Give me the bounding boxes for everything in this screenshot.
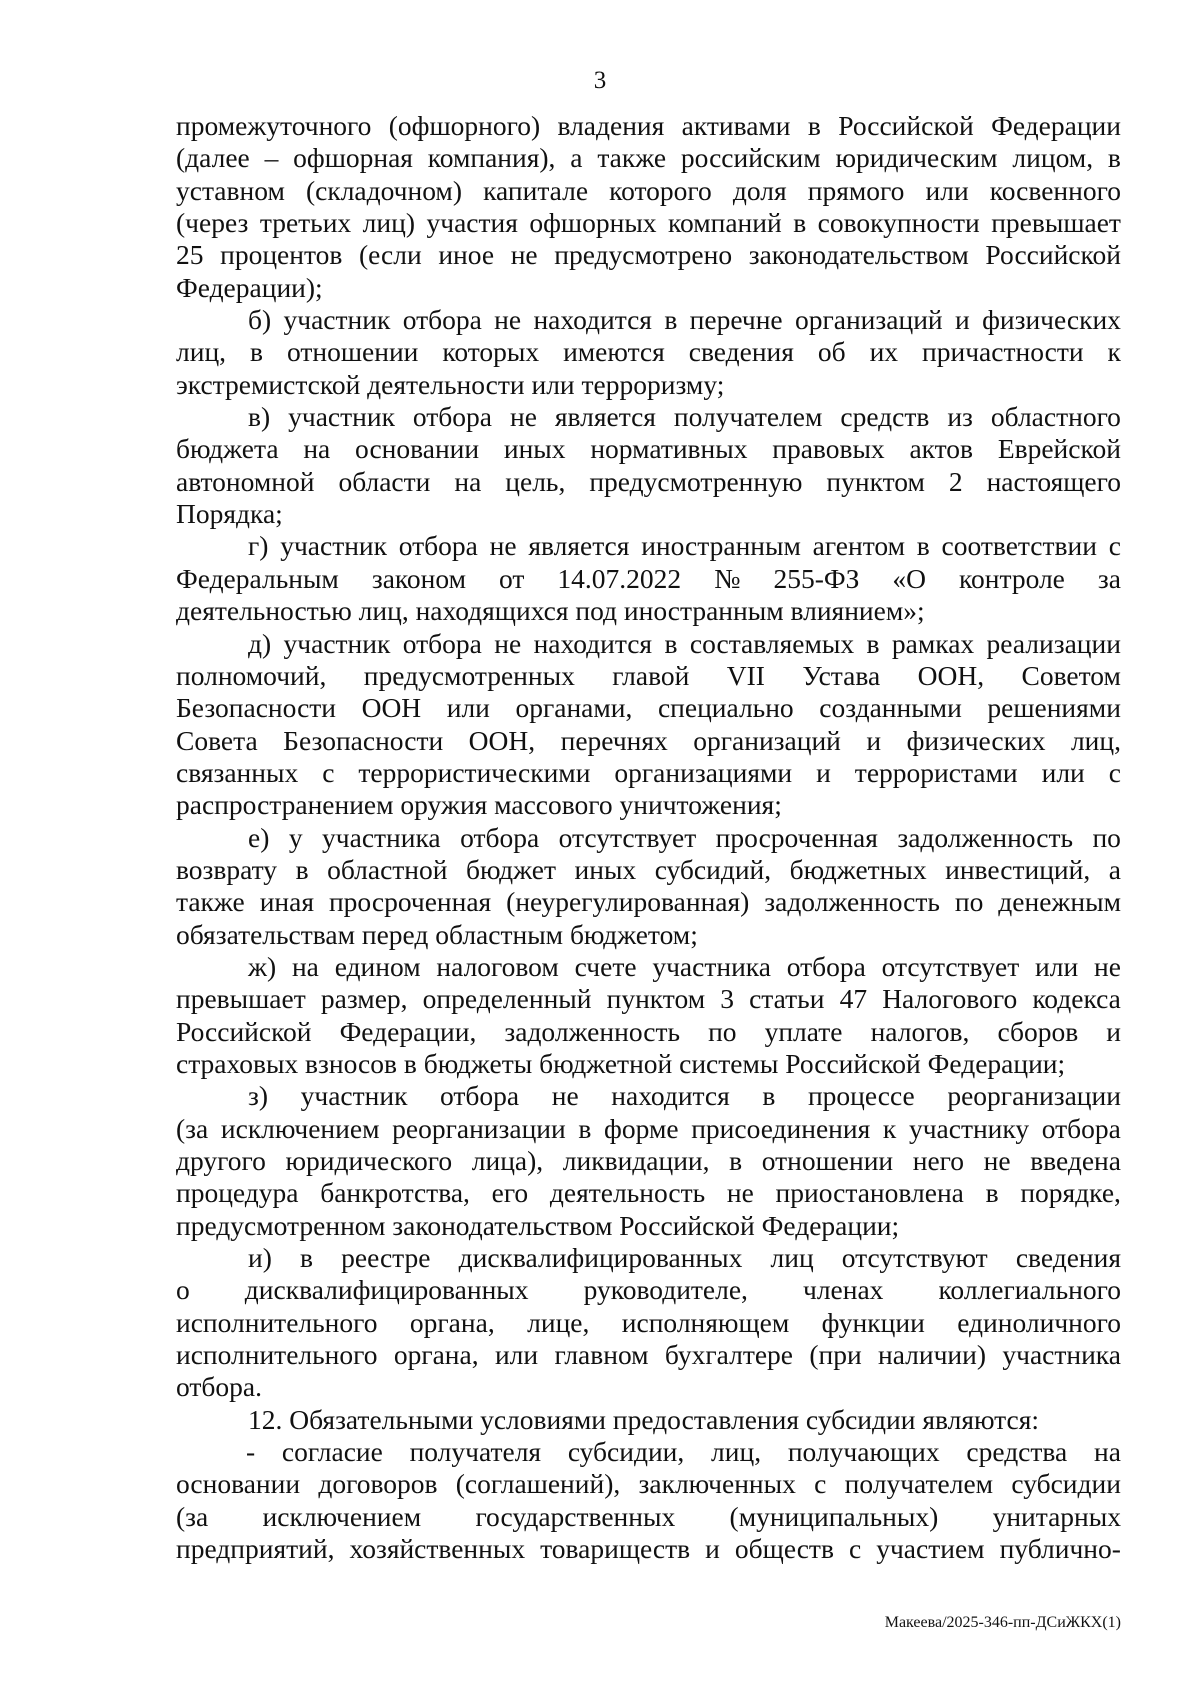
- text-line: автономной области на цель, предусмотренную пунктом 2 настоящего: [176, 465, 1121, 497]
- paragraph: [176, 628, 1121, 822]
- text-line: превышает размер, определенный пунктом 3 статьи 47 Налогового кодекса: [176, 983, 1121, 1015]
- paragraph: [176, 110, 1121, 304]
- text-line: Порядка;: [176, 498, 283, 530]
- text-line: з) участник отбора не находится в процессе реорганизации: [248, 1080, 1121, 1112]
- text-line: возврату в областной бюджет иных субсидий, бюджетных инвестиций, а: [176, 853, 1121, 885]
- text-line: исполнительного органа, лице, исполняющем функции единоличного: [176, 1306, 1121, 1338]
- text-line: страховых взносов в бюджеты бюджетной системы Российской Федерации;: [176, 1047, 1066, 1079]
- text-line: деятельностью лиц, находящихся под иностранным влиянием»;: [176, 595, 925, 627]
- text-line: предусмотренном законодательством Российской Федерации;: [176, 1209, 900, 1241]
- text-line: и) в реестре дисквалифицированных лиц отсутствуют сведения: [248, 1242, 1121, 1274]
- text-line: исполнительного органа, или главном бухгалтере (при наличии) участника: [176, 1339, 1121, 1371]
- text-line: полномочий, предусмотренных главой VII Устава ООН, Советом: [176, 659, 1121, 691]
- text-line: е) у участника отбора отсутствует просроченная задолженность по: [248, 821, 1121, 853]
- text-line: Российской Федерации, задолженность по уплате налогов, сборов и: [176, 1015, 1121, 1047]
- text-line: Безопасности ООН или органами, специально созданными решениями: [176, 692, 1121, 724]
- text-line: о дисквалифицированных руководителе, членах коллегиального: [176, 1274, 1121, 1306]
- text-line: связанных с террористическими организациями и террористами или с: [176, 756, 1121, 788]
- text-line: (за исключением реорганизации в форме присоединения к участнику отбора: [176, 1112, 1121, 1144]
- text-line: 12. Обязательными условиями предоставления субсидии являются:: [248, 1403, 1040, 1435]
- text-line: Совета Безопасности ООН, перечнях организаций и физических лиц,: [176, 724, 1121, 756]
- text-line: (за исключением государственных (муниципальных) унитарных: [176, 1500, 1121, 1532]
- text-line: в) участник отбора не является получателем средств из областного: [248, 401, 1121, 433]
- text-line: обязательствам перед областным бюджетом;: [176, 918, 698, 950]
- text-line: лиц, в отношении которых имеются сведения об их причастности к: [176, 336, 1121, 368]
- text-line: б) участник отбора не находится в перечне организаций и физических: [248, 304, 1121, 336]
- text-line: Федеральным законом от 14.07.2022 № 255-ФЗ «О контроле за: [176, 562, 1121, 594]
- text-line: - согласие получателя субсидии, лиц, получающих средства на: [246, 1436, 1121, 1468]
- text-line: (далее – офшорная компания), а также российским юридическим лицом, в: [176, 142, 1121, 174]
- paragraph: [176, 1436, 1121, 1565]
- text-line: ж) на едином налоговом счете участника отбора отсутствует или не: [248, 950, 1121, 982]
- text-line: экстремистской деятельности или терроризму;: [176, 368, 725, 400]
- paragraph: [176, 951, 1121, 1080]
- document-footer-reference: Макеева/2025-346-пп-ДСиЖКХ(1): [884, 1614, 1121, 1631]
- text-line: бюджета на основании иных нормативных правовых актов Еврейской: [176, 433, 1121, 465]
- text-line: 25 процентов (если иное не предусмотрено законодательством Российской: [176, 239, 1121, 271]
- paragraph: [176, 1080, 1121, 1242]
- text-line: (через третьих лиц) участия офшорных компаний в совокупности превышает: [176, 207, 1121, 239]
- text-line: также иная просроченная (неурегулированная) задолженность по денежным: [176, 886, 1121, 918]
- text-line: распространением оружия массового уничтожения;: [176, 789, 782, 821]
- text-line: основании договоров (соглашений), заключенных с получателем субсидии: [176, 1468, 1121, 1500]
- page-number: 3: [593, 67, 607, 94]
- text-line: уставном (складочном) капитале которого доля прямого или косвенного: [176, 174, 1121, 206]
- text-line: предприятий, хозяйственных товариществ и обществ с участием публично-: [176, 1533, 1121, 1565]
- text-line: процедура банкротства, его деятельность не приостановлена в порядке,: [176, 1177, 1121, 1209]
- paragraph: [176, 304, 1121, 401]
- paragraph: [176, 1242, 1121, 1404]
- text-line: отбора.: [176, 1371, 262, 1403]
- text-line: д) участник отбора не находится в составляемых в рамках реализации: [248, 627, 1121, 659]
- paragraph: [176, 530, 1121, 627]
- text-line: г) участник отбора не является иностранным агентом в соответствии с: [248, 530, 1121, 562]
- document-body: [176, 110, 1121, 1565]
- paragraph: [176, 401, 1121, 530]
- text-line: промежуточного (офшорного) владения активами в Российской Федерации: [176, 110, 1121, 141]
- paragraph: [176, 1404, 1121, 1436]
- text-line: другого юридического лица), ликвидации, в отношении него не введена: [176, 1145, 1121, 1176]
- text-line: Федерации);: [176, 271, 323, 303]
- paragraph: [176, 822, 1121, 951]
